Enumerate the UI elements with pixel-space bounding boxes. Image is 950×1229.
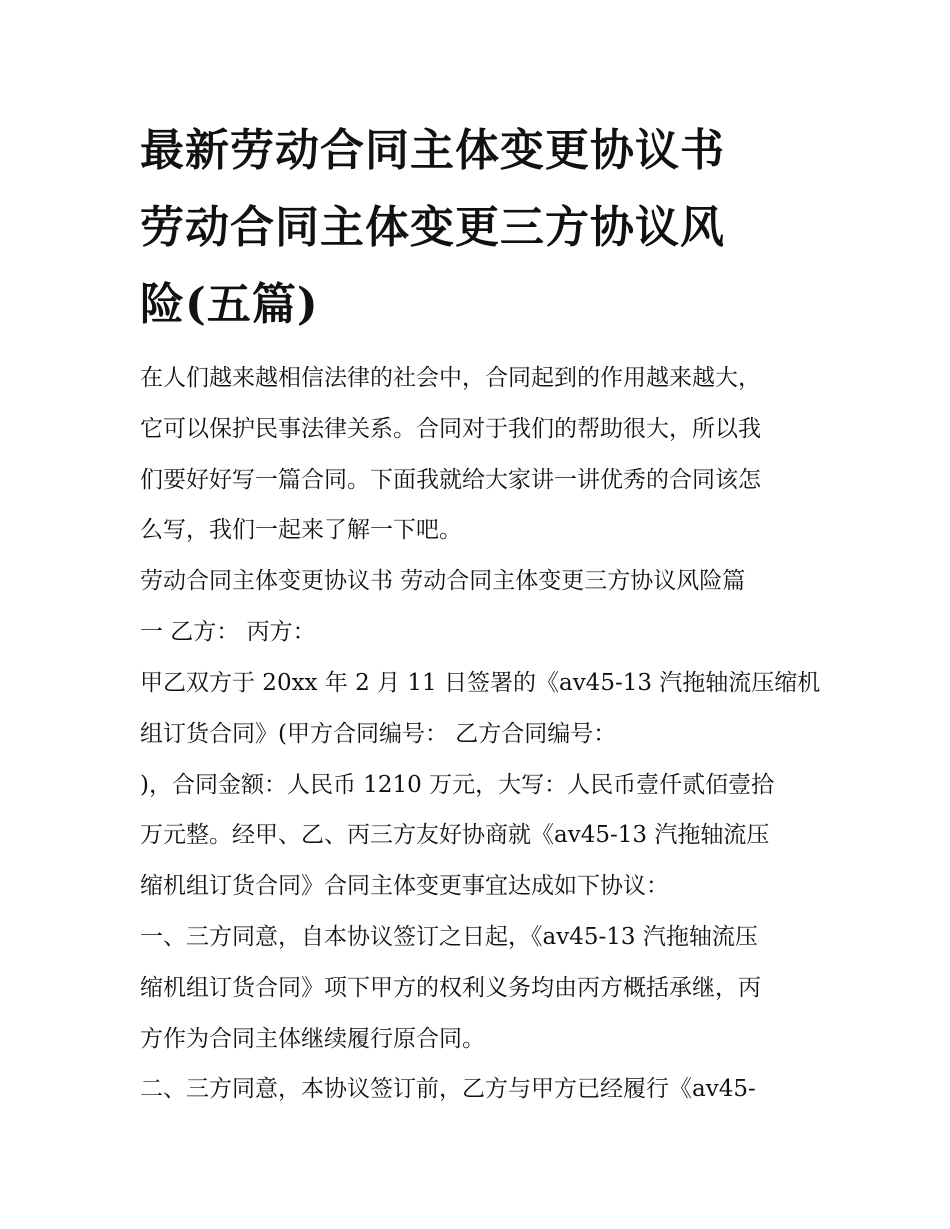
text-line: )，合同金额：人民币 1210 万元，大写：人民币壹仟贰佰壹拾 [140, 771, 775, 798]
section-heading [140, 556, 820, 658]
title-line: 最新劳动合同主体变更协议书 [140, 125, 725, 176]
text-line: 一、三方同意，自本协议签订之日起，《av45-13 汽拖轴流压 [140, 923, 758, 950]
text-line: 方作为合同主体继续履行原合同。 [140, 1025, 485, 1052]
intro-paragraph [140, 353, 820, 556]
title-line: 险(五篇) [140, 279, 319, 330]
text-line: 一 乙方： 丙方： [140, 618, 316, 645]
title-line: 劳动合同主体变更三方协议风 [140, 202, 725, 253]
text-line: 万元整。经甲、乙、丙三方友好协商就《av45-13 汽拖轴流压 [140, 822, 770, 849]
text-line: 甲乙双方于 20xx 年 2 月 11 日签署的《av45-13 汽拖轴流压缩机 [140, 670, 821, 696]
text-line: 缩机组订货合同》项下甲方的权利义务均由丙方概括承继，丙 [140, 974, 761, 1001]
contract-body [140, 658, 820, 1115]
text-line: 缩机组订货合同》合同主体变更事宜达成如下协议： [140, 873, 669, 900]
text-line: 二、三方同意，本协议签订前，乙方与甲方已经履行《av45- [140, 1076, 756, 1103]
text-line: 它可以保护民事法律关系。合同对于我们的帮助很大，所以我 [140, 415, 761, 442]
document-title [140, 112, 820, 343]
text-line: 组订货合同》(甲方合同编号： 乙方合同编号： [140, 720, 617, 747]
text-line: 们要好好写一篇合同。下面我就给大家讲一讲优秀的合同该怎 [140, 466, 761, 493]
text-line: 劳动合同主体变更协议书 劳动合同主体变更三方协议风险篇 [140, 568, 746, 594]
text-line: 么写，我们一起来了解一下吧。 [140, 517, 462, 544]
text-line: 在人们越来越相信法律的社会中，合同起到的作用越来越大， [140, 365, 761, 391]
